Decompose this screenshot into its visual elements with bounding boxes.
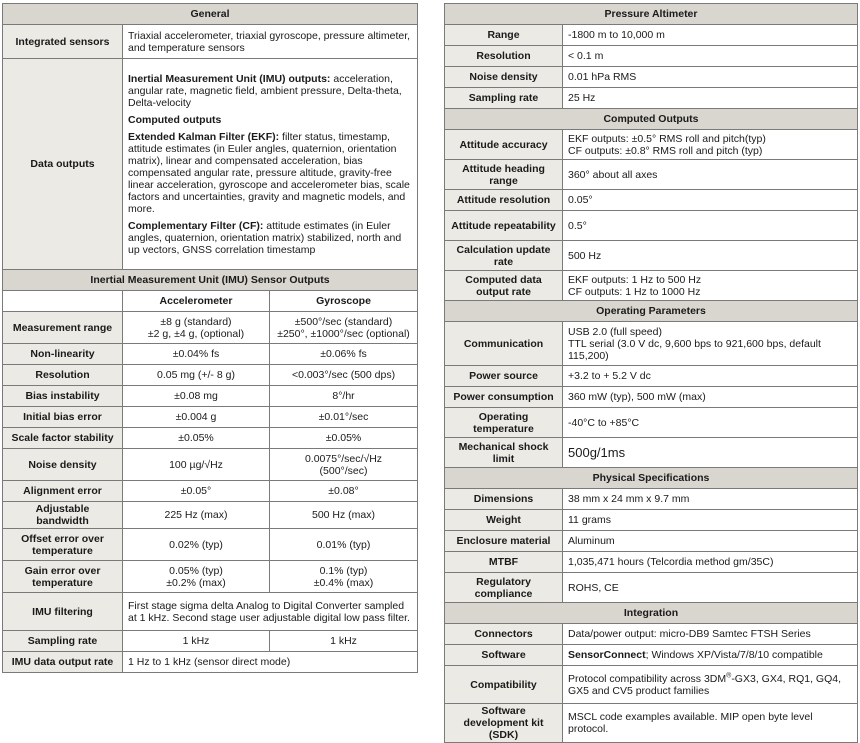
value-initial-bias-error-gyro: ±0.01°/sec: [270, 407, 418, 428]
table-row: [445, 271, 858, 301]
value-offset-error-over-temperature-gyro: 0.01% (typ): [270, 529, 418, 561]
software-name: SensorConnect: [568, 649, 646, 661]
value-mtbf: 1,035,471 hours (Telcordia method gm/35C): [563, 552, 858, 573]
section-title-computed: Computed Outputs: [445, 109, 858, 130]
label-power-source: Power source: [445, 366, 563, 387]
value-imu-filtering: First stage sigma delta Analog to Digital Converter sampled at 1 kHz. Second stage user adjustable digital low pass filter.: [123, 593, 418, 631]
table-row: [445, 46, 858, 67]
table-row: [445, 573, 858, 603]
label-attitude-accuracy: Attitude accuracy: [445, 130, 563, 160]
value-scale-factor-stability-accel: ±0.05%: [123, 428, 270, 449]
label-sampling-rate: Sampling rate: [3, 631, 123, 652]
value-bias-instability-gyro: 8°/hr: [270, 386, 418, 407]
ekf-text: filter status, timestamp, attitude estimates (in Euler angles, quaternion, orientation matrix), linear and compensated acceleration, bias compensated angular rate, pressure altitude, gravity-free linear acceleration, gyroscope and accelerometer bias, scale factors and uncertainties, gravity and magnetic models, and more.: [128, 130, 410, 215]
label-sdk: Software development kit (SDK): [445, 704, 563, 743]
value-power-source: +3.2 to + 5.2 V dc: [563, 366, 858, 387]
label-compatibility: Compatibility: [445, 666, 563, 704]
label-resolution: Resolution: [445, 46, 563, 67]
imu-outputs-heading: Inertial Measurement Unit (IMU) outputs:: [128, 72, 331, 85]
right-spec-table: [444, 3, 858, 743]
label-mechanical-shock-limit: Mechanical shock limit: [445, 438, 563, 468]
table-row: [445, 366, 858, 387]
value-compatibility: [563, 666, 858, 704]
value-attitude-accuracy: EKF outputs: ±0.5° RMS roll and pitch(typ) CF outputs: ±0.8° RMS roll and pitch (typ): [563, 130, 858, 160]
value-noise-density-gyro: 0.0075°/sec/√Hz (500°/sec): [270, 449, 418, 481]
section-title-general: General: [3, 4, 418, 25]
table-row: [3, 561, 418, 593]
label-attitude-heading-range: Attitude heading range: [445, 160, 563, 190]
value-attitude-heading-range: 360° about all axes: [563, 160, 858, 190]
value-non-linearity-accel: ±0.04% fs: [123, 344, 270, 365]
table-row: [445, 211, 858, 241]
value-offset-error-over-temperature-accel: 0.02% (typ): [123, 529, 270, 561]
label-offset-error-over-temperature: Offset error over temperature: [3, 529, 123, 561]
value-computed-data-output-rate: EKF outputs: 1 Hz to 500 Hz CF outputs: 1 Hz to 1000 Hz: [563, 271, 858, 301]
value-operating-temperature: -40°C to +85°C: [563, 408, 858, 438]
section-title-pressure: Pressure Altimeter: [445, 4, 858, 25]
label-connectors: Connectors: [445, 624, 563, 645]
value-enclosure-material: Aluminum: [563, 531, 858, 552]
label-mtbf: MTBF: [445, 552, 563, 573]
value-resolution: < 0.1 m: [563, 46, 858, 67]
value-scale-factor-stability-gyro: ±0.05%: [270, 428, 418, 449]
table-row: [445, 531, 858, 552]
table-row: [445, 408, 858, 438]
label-bias-instability: Bias instability: [3, 386, 123, 407]
label-sampling-rate: Sampling rate: [445, 88, 563, 109]
value-alignment-error-gyro: ±0.08°: [270, 481, 418, 502]
label-regulatory-compliance: Regulatory compliance: [445, 573, 563, 603]
label-attitude-repeatability: Attitude repeatability: [445, 211, 563, 241]
table-row: [3, 365, 418, 386]
section-title-imu: Inertial Measurement Unit (IMU) Sensor Outputs: [3, 270, 418, 291]
compat-text-post: -GX3, GX4, RQ1, GQ4, GX5 and CV5 product families: [568, 672, 842, 697]
table-row: [3, 481, 418, 502]
value-mechanical-shock-limit: 500g/1ms: [563, 438, 858, 468]
label-calculation-update-rate: Calculation update rate: [445, 241, 563, 271]
table-row: [3, 449, 418, 481]
label-non-linearity: Non-linearity: [3, 344, 123, 365]
value-imu-data-output-rate: 1 Hz to 1 kHz (sensor direct mode): [123, 652, 418, 673]
table-row: [3, 312, 418, 344]
label-data-outputs: Data outputs: [3, 59, 123, 270]
value-sampling-rate: 25 Hz: [563, 88, 858, 109]
table-row: [3, 428, 418, 449]
label-integrated-sensors: Integrated sensors: [3, 25, 123, 59]
label-communication: Communication: [445, 322, 563, 366]
label-computed-data-output-rate: Computed data output rate: [445, 271, 563, 301]
left-spec-table: [2, 3, 418, 673]
value-dimensions: 38 mm x 24 mm x 9.7 mm: [563, 489, 858, 510]
table-row: [445, 322, 858, 366]
value-gain-error-over-temperature-gyro: 0.1% (typ) ±0.4% (max): [270, 561, 418, 593]
label-power-consumption: Power consumption: [445, 387, 563, 408]
table-row: [445, 387, 858, 408]
value-software: [563, 645, 858, 666]
compat-text-pre: Protocol compatibility across 3DM: [568, 672, 727, 685]
column-header-accelerometer: Accelerometer: [123, 291, 270, 312]
label-adjustable-bandwidth: Adjustable bandwidth: [3, 502, 123, 529]
label-range: Range: [445, 25, 563, 46]
value-calculation-update-rate: 500 Hz: [563, 241, 858, 271]
table-row: [3, 502, 418, 529]
cf-heading: Complementary Filter (CF):: [128, 219, 264, 232]
value-measurement-range-gyro: ±500°/sec (standard) ±250°, ±1000°/sec (optional): [270, 312, 418, 344]
value-alignment-error-accel: ±0.05°: [123, 481, 270, 502]
imu-outputs-text: acceleration, angular rate, magnetic field, ambient pressure, Delta-theta, Delta-velocity: [128, 72, 402, 109]
value-connectors: Data/power output: micro-DB9 Samtec FTSH Series: [563, 624, 858, 645]
value-adjustable-bandwidth-gyro: 500 Hz (max): [270, 502, 418, 529]
table-row: [445, 130, 858, 160]
value-gain-error-over-temperature-accel: 0.05% (typ) ±0.2% (max): [123, 561, 270, 593]
label-enclosure-material: Enclosure material: [445, 531, 563, 552]
value-sampling-rate-gyro: 1 kHz: [270, 631, 418, 652]
table-row: [445, 88, 858, 109]
label-dimensions: Dimensions: [445, 489, 563, 510]
label-alignment-error: Alignment error: [3, 481, 123, 502]
value-power-consumption: 360 mW (typ), 500 mW (max): [563, 387, 858, 408]
value-non-linearity-gyro: ±0.06% fs: [270, 344, 418, 365]
cf-text: attitude estimates (in Euler angles, quaternion, orientation matrix) stabilized, north and up vectors, GNSS correlation timestamp: [128, 219, 402, 256]
value-regulatory-compliance: ROHS, CE: [563, 573, 858, 603]
value-resolution-gyro: <0.003°/sec (500 dps): [270, 365, 418, 386]
label-weight: Weight: [445, 510, 563, 531]
label-software: Software: [445, 645, 563, 666]
value-bias-instability-accel: ±0.08 mg: [123, 386, 270, 407]
value-noise-density: 0.01 hPa RMS: [563, 67, 858, 88]
table-row: [445, 67, 858, 88]
value-adjustable-bandwidth-accel: 225 Hz (max): [123, 502, 270, 529]
computed-outputs-heading: Computed outputs: [128, 113, 222, 126]
label-attitude-resolution: Attitude resolution: [445, 190, 563, 211]
value-integrated-sensors: Triaxial accelerometer, triaxial gyroscope, pressure altimeter, and temperature sensors: [123, 25, 418, 59]
label-gain-error-over-temperature: Gain error over temperature: [3, 561, 123, 593]
label-scale-factor-stability: Scale factor stability: [3, 428, 123, 449]
table-row: [3, 386, 418, 407]
label-noise-density: Noise density: [445, 67, 563, 88]
label-operating-temperature: Operating temperature: [445, 408, 563, 438]
label-imu-filtering: IMU filtering: [3, 593, 123, 631]
table-row: [445, 510, 858, 531]
value-sampling-rate-accel: 1 kHz: [123, 631, 270, 652]
value-noise-density-accel: 100 µg/√Hz: [123, 449, 270, 481]
value-measurement-range-accel: ±8 g (standard) ±2 g, ±4 g, (optional): [123, 312, 270, 344]
value-weight: 11 grams: [563, 510, 858, 531]
column-header-gyroscope: Gyroscope: [270, 291, 418, 312]
table-row: [3, 344, 418, 365]
value-range: -1800 m to 10,000 m: [563, 25, 858, 46]
label-imu-data-output-rate: IMU data output rate: [3, 652, 123, 673]
ekf-heading: Extended Kalman Filter (EKF):: [128, 130, 280, 143]
value-sdk: MSCL code examples available. MIP open byte level protocol.: [563, 704, 858, 743]
table-row: [3, 529, 418, 561]
value-resolution-accel: 0.05 mg (+/- 8 g): [123, 365, 270, 386]
label-noise-density: Noise density: [3, 449, 123, 481]
table-row: [445, 552, 858, 573]
table-row: [445, 241, 858, 271]
value-attitude-repeatability: 0.5°: [563, 211, 858, 241]
table-row: [445, 438, 858, 468]
label-resolution: Resolution: [3, 365, 123, 386]
value-communication: USB 2.0 (full speed) TTL serial (3.0 V dc, 9,600 bps to 921,600 bps, default 115,200): [563, 322, 858, 366]
software-compat-text: ; Windows XP/Vista/7/8/10 compatible: [645, 649, 823, 661]
table-row: [445, 190, 858, 211]
table-row: [445, 160, 858, 190]
table-row: [3, 407, 418, 428]
label-initial-bias-error: Initial bias error: [3, 407, 123, 428]
label-measurement-range: Measurement range: [3, 312, 123, 344]
table-row: [445, 25, 858, 46]
registered-mark: ®: [726, 672, 732, 679]
value-data-outputs: [123, 59, 418, 270]
section-title-integration: Integration: [445, 603, 858, 624]
value-attitude-resolution: 0.05°: [563, 190, 858, 211]
value-initial-bias-error-accel: ±0.004 g: [123, 407, 270, 428]
section-title-operating: Operating Parameters: [445, 301, 858, 322]
section-title-physical: Physical Specifications: [445, 468, 858, 489]
table-row: [445, 489, 858, 510]
